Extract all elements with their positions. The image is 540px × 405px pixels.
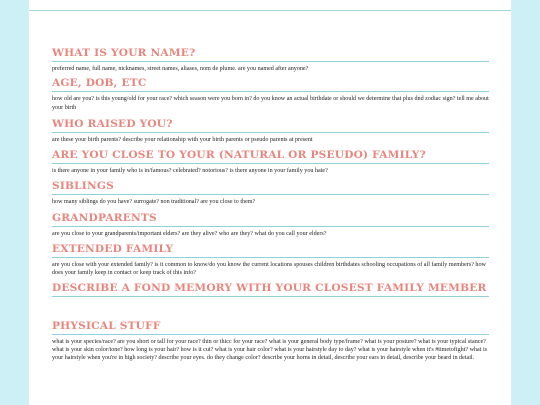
section-age: [52, 77, 489, 112]
section-heading: DESCRIBE A FOND MEMORY WITH YOUR CLOSEST FAMILY MEMBER: [52, 282, 489, 297]
section-heading: WHAT IS YOUR NAME?: [52, 47, 489, 62]
document-page: [28, 0, 512, 405]
section-body: how old are you? is this young/old for your race? which season were you born in? do you know an actual birthdate or should we determine that plus dnd zodiac sign? tell me about your birth: [52, 96, 489, 111]
section-name: [52, 47, 489, 73]
section-heading: EXTENDED FAMILY: [52, 243, 489, 258]
section-fond-memory: [52, 282, 489, 297]
top-divider: [29, 10, 511, 11]
section-body: are you close with your extended family? is it common to know/do you know the current locations spouses children birthdates schooling occupations of all family members? how does your family keep in contact or keep track of this info?: [52, 262, 486, 277]
section-body: are these your birth parents? describe your relationship with your birth parents or pseudo parents at present: [52, 136, 313, 143]
section-heading: GRANDPARENTS: [52, 212, 489, 227]
section-body: how many siblings do you have? surrogate? non traditional? are you close to them?: [52, 199, 256, 206]
section-heading: SIBLINGS: [52, 180, 489, 195]
section-body: is there anyone in your family who is in/famous? celebrated? notorious? is there anyone in your family you hate?: [52, 168, 328, 175]
section-heading: ARE YOU CLOSE TO YOUR (NATURAL OR PSEUDO) FAMILY?: [52, 149, 489, 164]
section-siblings: [52, 180, 489, 206]
section-physical: [52, 320, 489, 363]
section-body: preferred name, full name, nicknames, street names, aliases, nom de plume. are you named after anyone?: [52, 66, 309, 72]
section-heading: PHYSICAL STUFF: [52, 320, 489, 335]
section-close-family: [52, 149, 489, 175]
section-grandparents: [52, 212, 489, 238]
section-extended-family: [52, 243, 489, 278]
section-body: are you close to your grandparents/important elders? are they alive? who are they? what do you call your elders?: [52, 230, 327, 237]
section-body: what is your species/race? are you short or tall for your race? thin or thicc for your race? what is your general body type/frame? what is your posture? what is your typical stance? what is your skin color/tone? how long is your hair? how is it cut? what is your hair color? what is your hairstyle day to day? what is your hairstyle when it's #timetofight? what is your hairstyle when you're in high society? describe your eyes. do they change color? describe your horns in detail, describe your ears in detail, describe your beard in detail.: [52, 338, 488, 362]
section-heading: WHO RAISED YOU?: [52, 118, 489, 133]
section-raised: [52, 118, 489, 144]
questionnaire: [52, 47, 489, 363]
section-heading: AGE, DOB, ETC: [52, 77, 489, 92]
